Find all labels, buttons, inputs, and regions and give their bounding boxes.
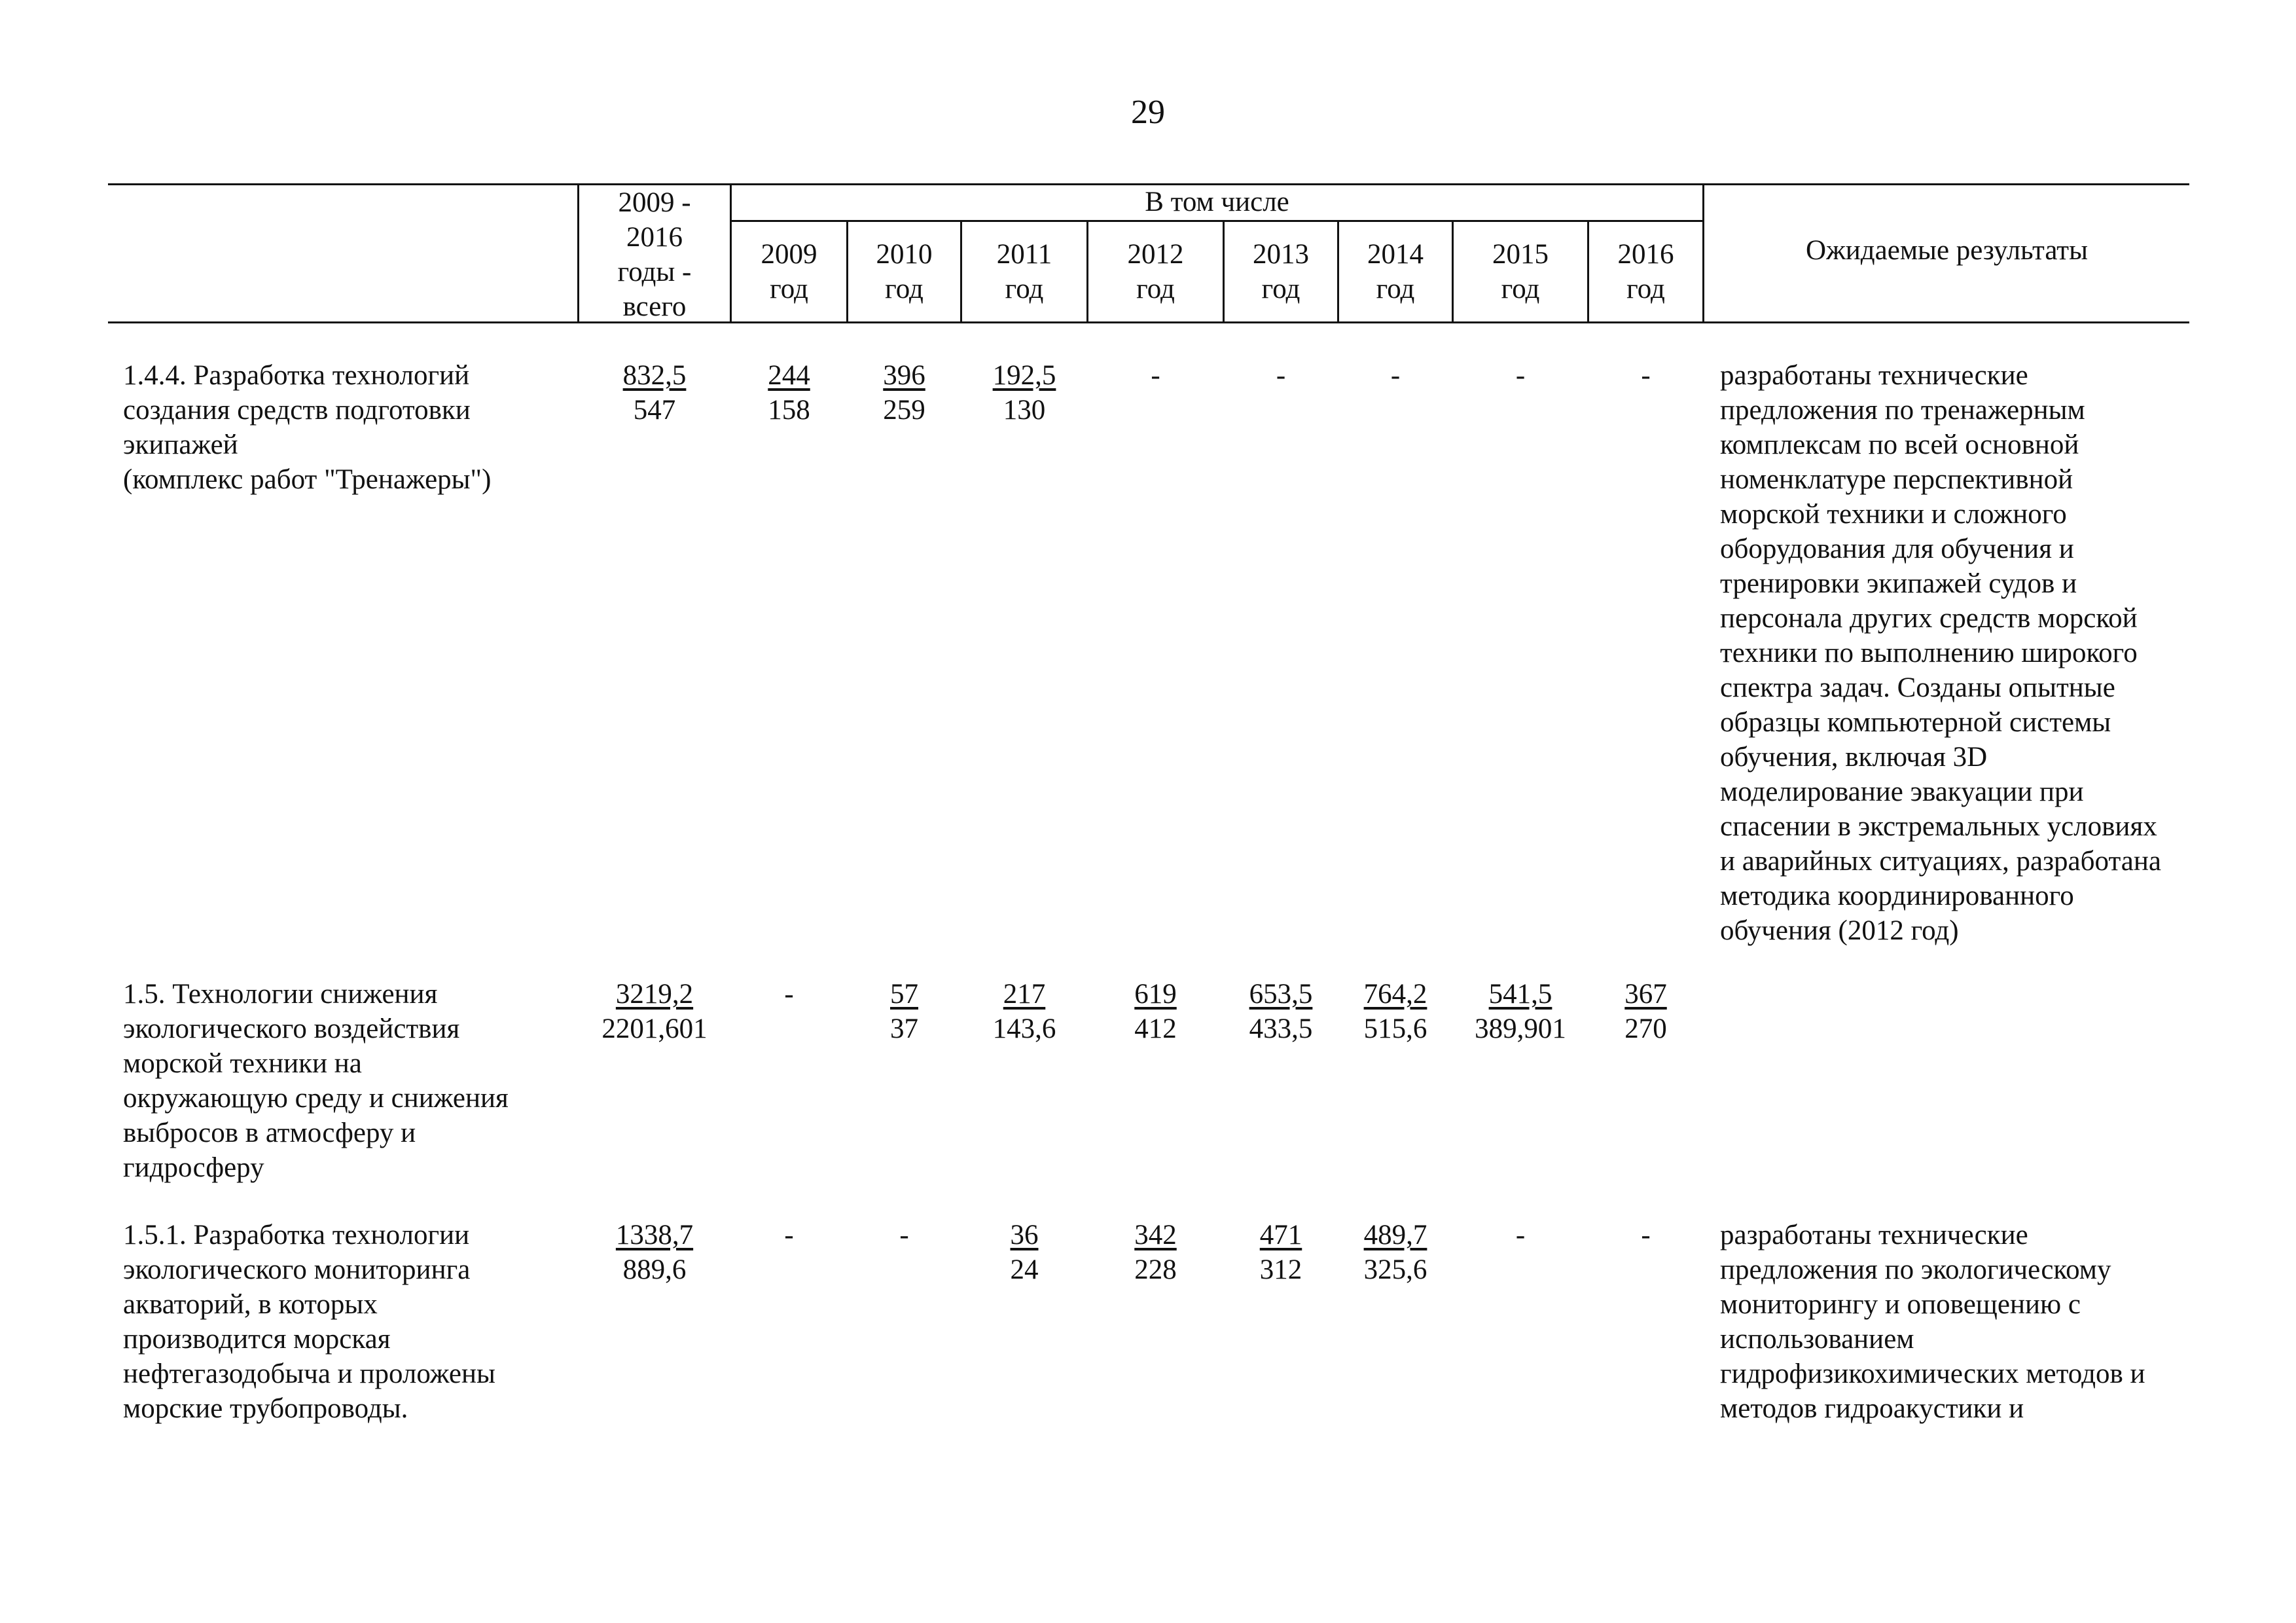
table-header-bottom-rule <box>108 321 2189 323</box>
table-cell-2010: 57 37 <box>890 979 918 1044</box>
year-unit: год <box>885 274 924 304</box>
year-unit: год <box>1005 274 1044 304</box>
table-cell-2010: - <box>899 1220 909 1250</box>
year-label: 2011 <box>996 239 1052 270</box>
table-cell-2016: 367 270 <box>1624 979 1667 1044</box>
year-label: 2009 <box>761 239 817 270</box>
table-cell-2012: 619 412 <box>1134 979 1177 1044</box>
table-cell-2012: - <box>1151 360 1160 391</box>
year-unit: год <box>1626 274 1665 304</box>
table-cell-total: 1338,7 889,6 <box>615 1220 694 1285</box>
table-cell-2015: - <box>1515 360 1526 391</box>
header-results: Ожидаемые результаты <box>1806 235 2088 266</box>
table-cell-2009: - <box>784 979 794 1010</box>
table-cell-2009: - <box>784 1220 794 1250</box>
header-subheader: В том числе <box>1145 187 1289 217</box>
header-year-2010 <box>848 237 960 306</box>
header-year-2014 <box>1339 237 1452 306</box>
year-label: 2012 <box>1127 239 1184 270</box>
year-label: 2015 <box>1492 239 1549 270</box>
header-total: 2009 - 2016 годы - всего <box>617 187 692 322</box>
table-cell-2013: 471 312 <box>1259 1220 1302 1285</box>
header-year-2016 <box>1589 237 1702 306</box>
table-cell-2009: 244 158 <box>768 360 810 426</box>
table-cell-2010: 396 259 <box>883 360 925 426</box>
table-cell-2016: - <box>1641 1220 1651 1250</box>
row-label: 1.5.1. Разработка технологии экологического мониторинга акваторий, в которых производится морская нефтегазодобыча и проложены морские трубопроводы. <box>123 1220 495 1424</box>
row-label: 1.5. Технологии снижения экологического воздействия морской техники на окружающую среду и снижения выбросов в атмосферу и гидросферу <box>123 979 509 1183</box>
table-cell-2015: 541,5 389,901 <box>1475 979 1566 1044</box>
year-label: 2013 <box>1253 239 1309 270</box>
table-cell-2011: 36 24 <box>1010 1220 1039 1285</box>
table-cell-total: 3219,2 2201,601 <box>601 979 708 1044</box>
header-year-2011 <box>962 237 1086 306</box>
year-unit: год <box>1261 274 1300 304</box>
table-cell-2014: 764,2 515,6 <box>1363 979 1427 1044</box>
year-unit: год <box>1136 274 1175 304</box>
header-year-2012 <box>1088 237 1223 306</box>
table-cell-2012: 342 228 <box>1134 1220 1177 1285</box>
table-cell-2013: - <box>1276 360 1286 391</box>
year-label: 2010 <box>876 239 933 270</box>
year-label: 2014 <box>1367 239 1424 270</box>
subheader-rule <box>730 220 1704 222</box>
row-result: разработаны технические предложения по экологическому мониторингу и оповещению с использованием гидрофизикохимических методов и методов гидроакустики и <box>1720 1220 2145 1424</box>
table-cell-total: 832,5 547 <box>622 360 687 426</box>
year-unit: год <box>1501 274 1540 304</box>
year-unit: год <box>770 274 808 304</box>
row-label: 1.4.4. Разработка технологий создания средств подготовки экипажей (комплекс работ "Тренажеры") <box>123 360 492 495</box>
table-cell-2015: - <box>1515 1220 1526 1250</box>
page-number: 29 <box>1131 94 1165 131</box>
table-cell-2014: - <box>1390 360 1401 391</box>
row-result: разработаны технические предложения по тренажерным комплексам по всей основной номенклатуре перспективной морской техники и сложного оборудования для обучения и тренировки экипажей судов и персонала других средств морской техники по выполнению широкого спектра задач. Созданы опытные образцы компьютерной системы обучения, включая 3D моделирование эвакуации при спасении в экстремальных условиях и аварийных ситуациях, разработана методика координированного обучения (2012 год) <box>1720 360 2161 946</box>
table-cell-2011: 217 143,6 <box>992 979 1056 1044</box>
table-cell-2013: 653,5 433,5 <box>1249 979 1313 1044</box>
year-label: 2016 <box>1617 239 1674 270</box>
header-year-2013 <box>1225 237 1337 306</box>
table-cell-2016: - <box>1641 360 1651 391</box>
table-cell-2014: 489,7 325,6 <box>1363 1220 1427 1285</box>
header-year-2015 <box>1454 237 1587 306</box>
table-cell-2011: 192,5 130 <box>992 360 1056 426</box>
year-unit: год <box>1376 274 1415 304</box>
header-year-2009 <box>732 237 846 306</box>
